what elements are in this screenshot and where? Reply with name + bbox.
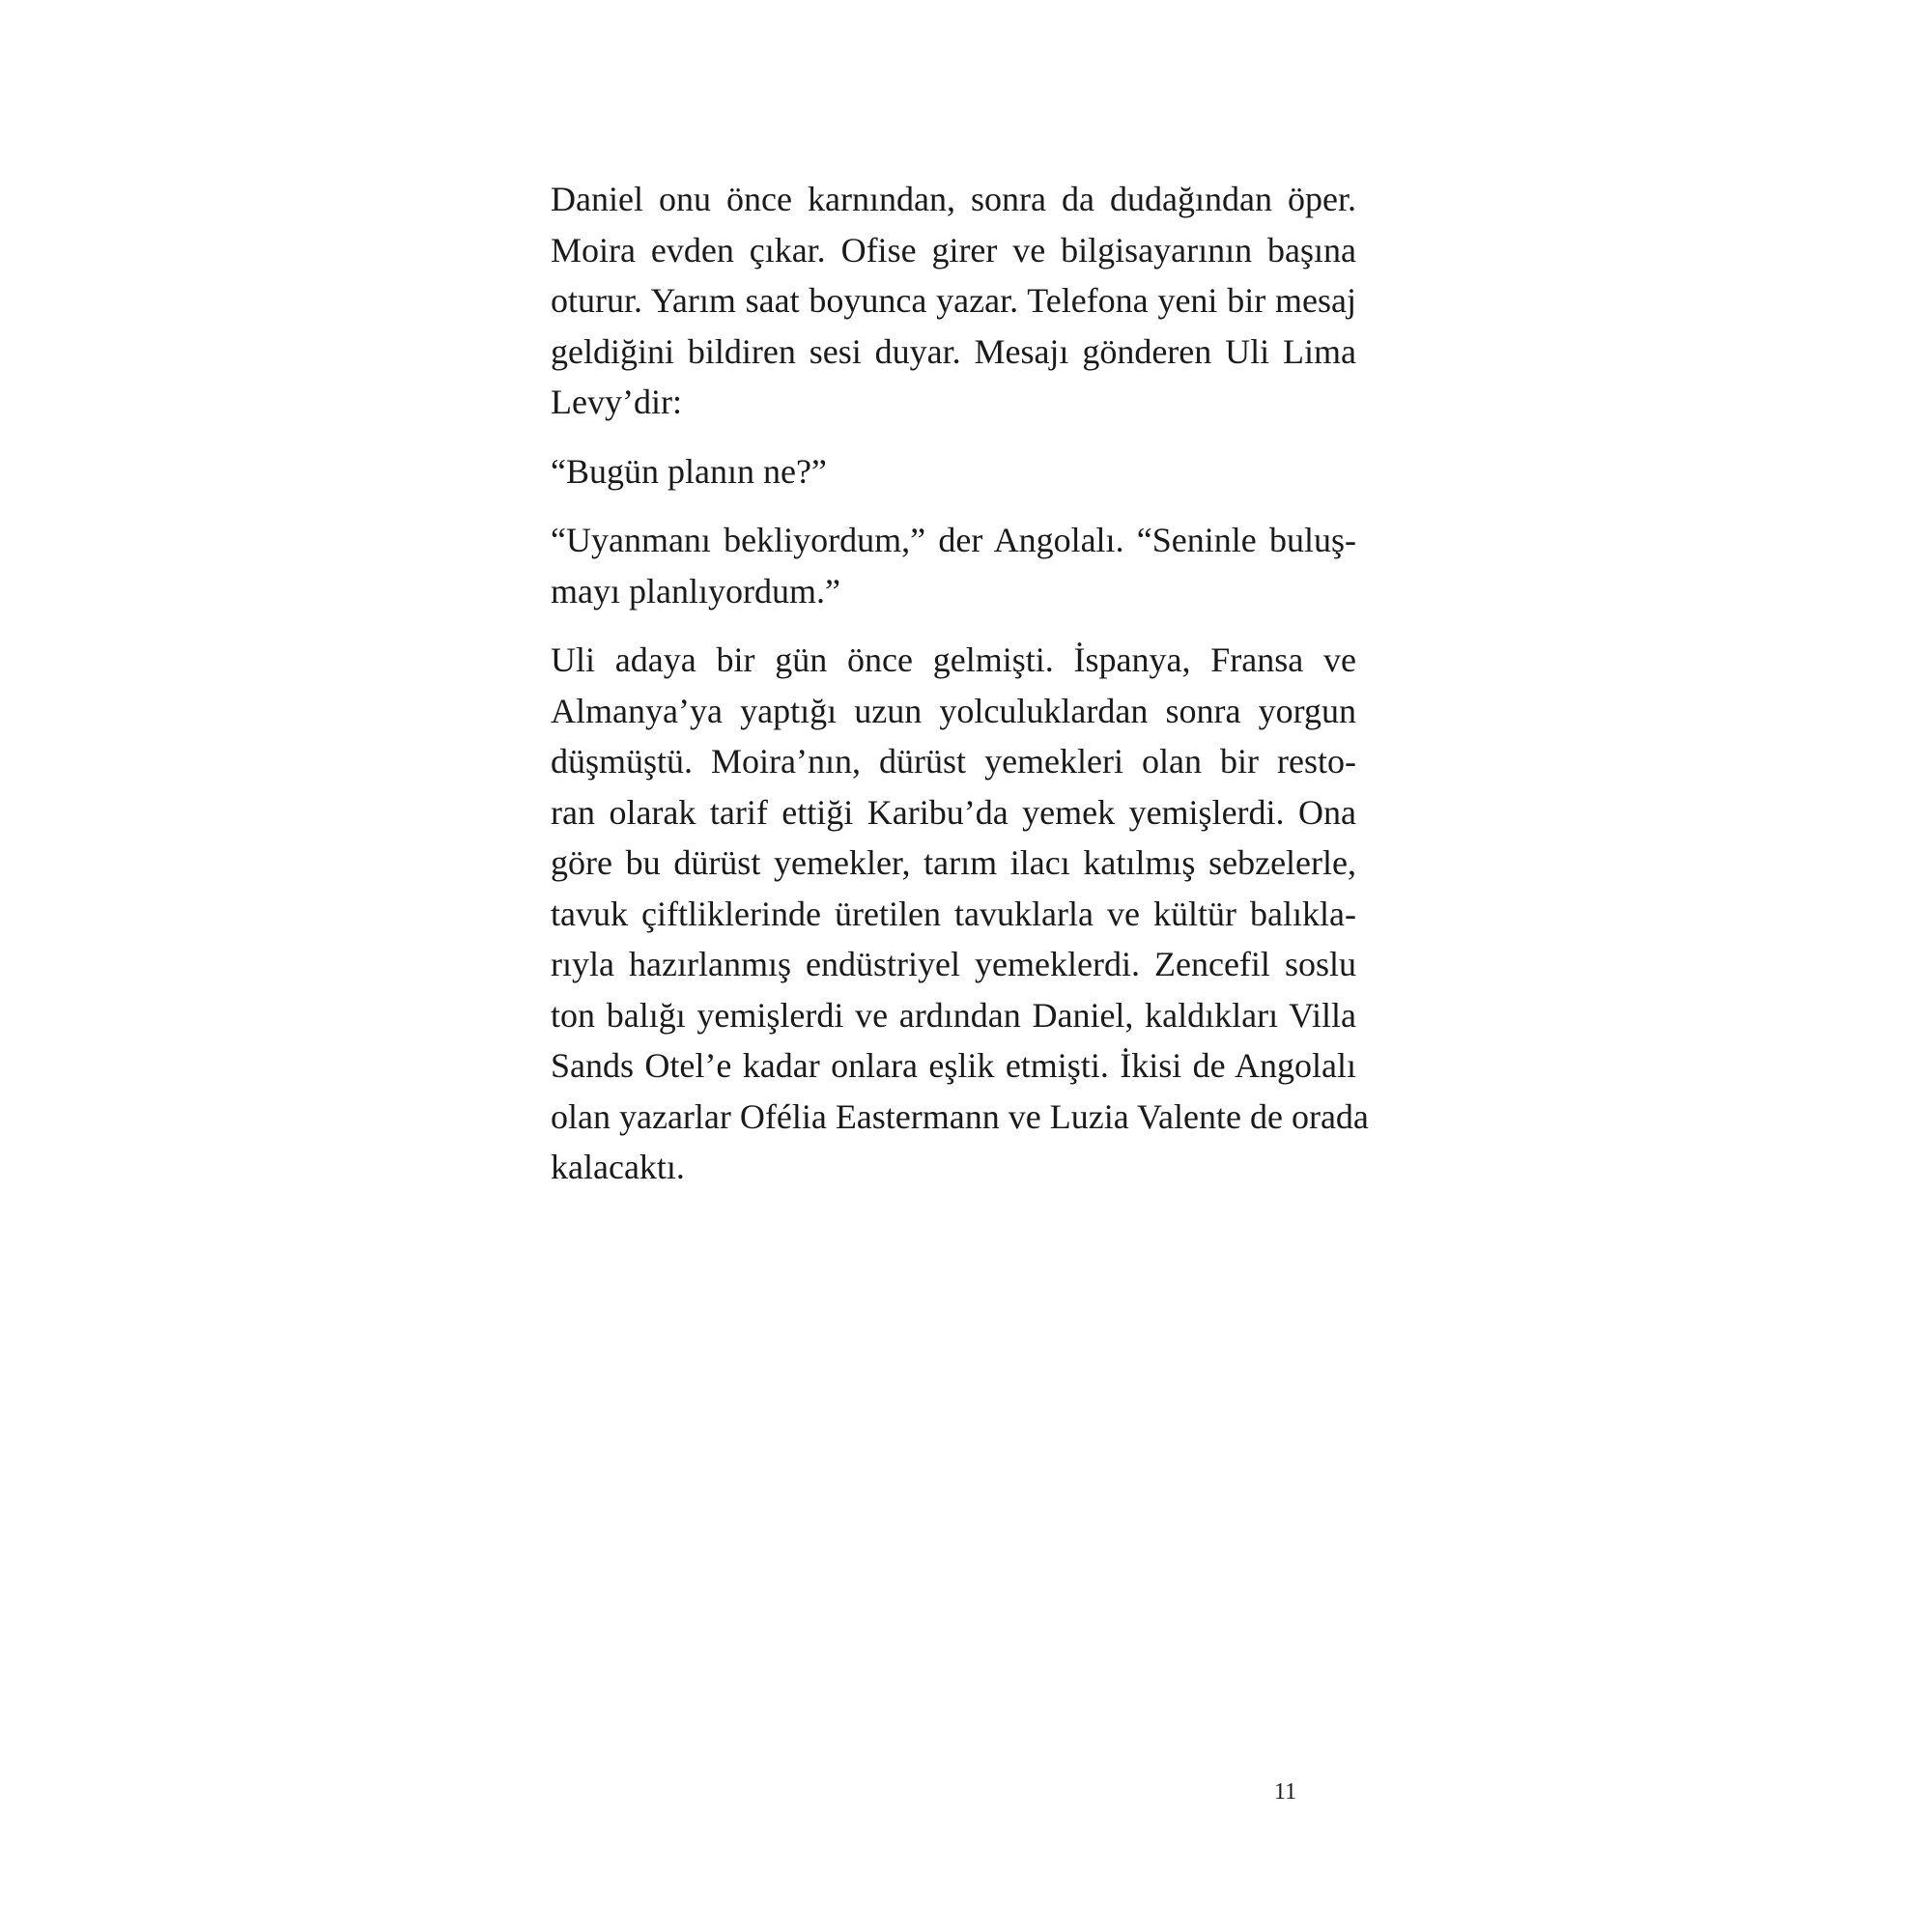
- text-line: “Uyanmanı bekliyordum,” der Angolalı. “Seninle buluş-: [551, 521, 1356, 559]
- text-line: Uli adaya bir gün önce gelmişti. İspanya, Fransa ve: [551, 640, 1356, 679]
- text-line: olan yazarlar Ofélia Eastermann ve Luzia Valente de orada: [551, 1096, 1369, 1136]
- text-line: rıyla hazırlanmış endüstriyel yemeklerdi. Zencefil soslu: [551, 945, 1356, 983]
- text-line: mayı planlıyordum.”: [551, 571, 840, 611]
- paragraph-2: [551, 446, 1356, 497]
- page-number: 11: [1274, 1779, 1297, 1804]
- text-line: düşmüştü. Moira’nın, dürüst yemekleri olan bir resto-: [551, 742, 1356, 781]
- text-line: Moira evden çıkar. Ofise girer ve bilgisayarının başına: [551, 230, 1356, 270]
- text-line: oturur. Yarım saat boyunca yazar. Telefona yeni bir mesaj: [551, 281, 1356, 320]
- text-line: ran olarak tarif ettiği Karibu’da yemek yemişlerdi. Ona: [551, 792, 1356, 832]
- text-line: ton balığı yemişlerdi ve ardından Daniel, kaldıkları Villa: [551, 995, 1356, 1035]
- text-line: göre bu dürüst yemekler, tarım ilacı katılmış sebzelerle,: [551, 843, 1356, 882]
- text-line: “Bugün planın ne?”: [551, 451, 827, 491]
- text-line: geldiğini bildiren sesi duyar. Mesajı gönderen Uli Lima: [551, 331, 1356, 371]
- paragraph-4: [551, 635, 1369, 1193]
- text-line: Daniel onu önce karnından, sonra da dudağından öper.: [551, 180, 1356, 218]
- paragraph-3: [551, 515, 1356, 616]
- text-line: kalacaktı.: [551, 1148, 685, 1186]
- text-line: tavuk çiftliklerinde üretilen tavuklarla ve kültür balıkla-: [551, 894, 1356, 933]
- text-line: Levy’dir:: [551, 383, 682, 421]
- body-text: [551, 174, 1369, 1211]
- text-line: Sands Otel’e kadar onlara eşlik etmişti. İkisi de Angolalı: [551, 1046, 1356, 1085]
- paragraph-1: [551, 174, 1356, 428]
- text-line: Almanya’ya yaptığı uzun yolculuklardan sonra yorgun: [551, 691, 1356, 730]
